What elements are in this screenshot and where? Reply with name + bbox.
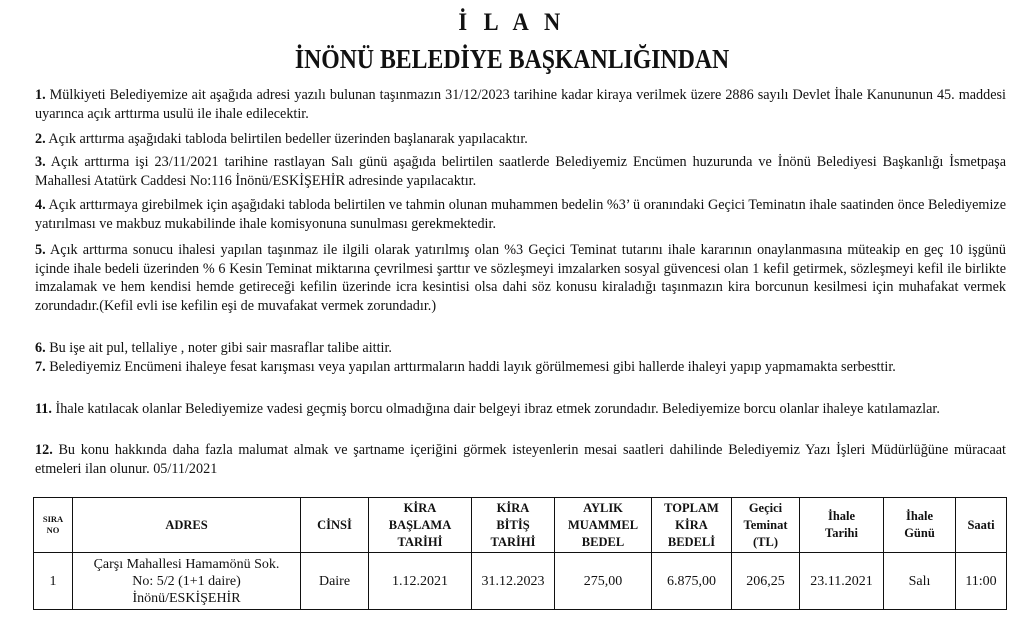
- paragraph-2: [35, 130, 1006, 149]
- table-header-row: [34, 498, 1007, 553]
- cell-kira-bitis-tarihi: 31.12.2023: [472, 553, 555, 610]
- paragraph-12: [35, 441, 1006, 478]
- header-kira-bitis-tarihi: KİRA BİTİŞ TARİHİ: [472, 498, 555, 553]
- paragraph-text: Açık arttırma aşağıdaki tabloda belirtilen bedeller üzerinden başlanarak yapılacaktır.: [45, 131, 528, 147]
- cell-aylik-muammel-bedel: 275,00: [555, 553, 652, 610]
- table-row: [34, 553, 1007, 610]
- cell-saati: 11:00: [956, 553, 1007, 610]
- paragraph-text: İhale katılacak olanlar Belediyemize vadesi geçmiş borcu olmadığına dair belgeyi ibraz etmek zorundadır. Belediyemize borcu olanlar ihaleye katılamazlar.: [51, 401, 940, 417]
- paragraph-3: [35, 153, 1006, 190]
- header-kira-baslama-tarihi: KİRA BAŞLAMA TARİHİ: [369, 498, 472, 553]
- cell-sira-no: 1: [34, 553, 73, 610]
- cell-ihale-tarihi: 23.11.2021: [800, 553, 884, 610]
- announcement-title: İ L A N: [458, 9, 566, 36]
- header-gecici-teminat: Geçici Teminat (TL): [732, 498, 800, 553]
- paragraph-number: 12.: [35, 442, 53, 458]
- paragraph-11: [35, 400, 1006, 419]
- paragraph-7: [35, 358, 1006, 377]
- cell-adres: Çarşı Mahallesi Hamamönü Sok. No: 5/2 (1+1 daire) İnönü/ESKİŞEHİR: [73, 553, 301, 610]
- announcement-subtitle: İNÖNÜ BELEDİYE BAŞKANLIĞINDAN: [294, 44, 730, 74]
- header-ihale-gunu: İhale Günü: [884, 498, 956, 553]
- header-ihale-tarihi: İhale Tarihi: [800, 498, 884, 553]
- paragraph-number: 4.: [35, 197, 46, 213]
- cell-kira-baslama-tarihi: 1.12.2021: [369, 553, 472, 610]
- header-cinsi: CİNSİ: [301, 498, 369, 553]
- paragraph-number: 1.: [35, 87, 46, 103]
- paragraph-6: [35, 339, 1006, 358]
- paragraph-1: [35, 86, 1006, 123]
- header-sira-no: SIRA NO: [34, 498, 73, 553]
- paragraph-text: Bu işe ait pul, tellaliye , noter gibi sair masraflar talibe aittir.: [45, 340, 392, 356]
- tender-table: [33, 497, 1007, 610]
- paragraph-text: Mülkiyeti Belediyemize ait aşağıda adresi yazılı bulunan taşınmazın 31/12/2023 tarihine kadar kiraya verilmek üzere 2886 sayılı Devlet İhale Kanununun 45. maddesi uyarınca açık arttırma usulü ile ihale edilecektir.: [35, 87, 1006, 122]
- cell-toplam-kira-bedeli: 6.875,00: [652, 553, 732, 610]
- paragraph-number: 2.: [35, 131, 46, 147]
- paragraph-text: Açık arttırma sonucu ihalesi yapılan taşınmaz ile ilgili olarak yatırılmış olan %3 Geçici Teminat tutarını ihale kararının onaylanmasına müteakip en geç 10 işgünü içinde ihale bedeli üzerinden % 6 Kesin Teminat miktarına çevrilmesi şarttır ve sözleşmeyi imzalarken sosyal güvencesi olan 1 kefil getirmek, sözleşmeyi kefil ile birlikte imzalamak ve hem kendisi hemde getireceği kefilin üzerinde icra kesintisi olsa dahi söz konusu kiraladığı taşınmazın kira borcunun kesilmesi için muhafakat vermek zorundadır.(Kefil evli ise kefilin eşi de muvafakat vermek zorundadır.): [35, 242, 1006, 314]
- paragraph-number: 11.: [35, 401, 52, 417]
- paragraph-number: 7.: [35, 359, 46, 375]
- paragraph-text: Açık arttırmaya girebilmek için aşağıdaki tabloda belirtilen ve tahmin olunan muhammen bedelin %3’ ü oranındaki Geçici Teminatın ihale saatinden önce Belediyemize yatırılması ve makbuz mukabilinde ihale komisyonuna sunulması gerekmektedir.: [35, 197, 1006, 232]
- header-aylik-muammel-bedel: AYLIK MUAMMEL BEDEL: [555, 498, 652, 553]
- paragraph-text: Belediyemiz Encümeni ihaleye fesat karışması veya yapılan arttırmaların haddi layık görülmemesi gibi hallerde ihaleyi yapıp yapmamakta serbesttir.: [45, 359, 896, 375]
- paragraph-5: [35, 241, 1006, 315]
- header-adres: ADRES: [73, 498, 301, 553]
- paragraph-number: 6.: [35, 340, 46, 356]
- paragraph-number: 5.: [35, 242, 46, 258]
- paragraph-4: [35, 196, 1006, 233]
- cell-cinsi: Daire: [301, 553, 369, 610]
- paragraph-text: Bu konu hakkında daha fazla malumat almak ve şartname içeriğini görmek isteyenlerin mesai saatleri dahilinde Belediyemiz Yazı İşleri Müdürlüğüne müracaat etmeleri ilan olunur. 05/11/2021: [35, 442, 1006, 477]
- cell-gecici-teminat: 206,25: [732, 553, 800, 610]
- header-saati: Saati: [956, 498, 1007, 553]
- paragraph-text: Açık arttırma işi 23/11/2021 tarihine rastlayan Salı günü aşağıda belirtilen saatlerde Belediyemiz Encümen huzurunda ve İnönü Belediyesi Başkanlığı İsmetpaşa Mahallesi Atatürk Caddesi No:116 İnönü/ESKİŞEHİR adresinde yapılacaktır.: [35, 154, 1006, 189]
- cell-ihale-gunu: Salı: [884, 553, 956, 610]
- header-toplam-kira-bedeli: TOPLAM KİRA BEDELİ: [652, 498, 732, 553]
- paragraph-number: 3.: [35, 154, 46, 170]
